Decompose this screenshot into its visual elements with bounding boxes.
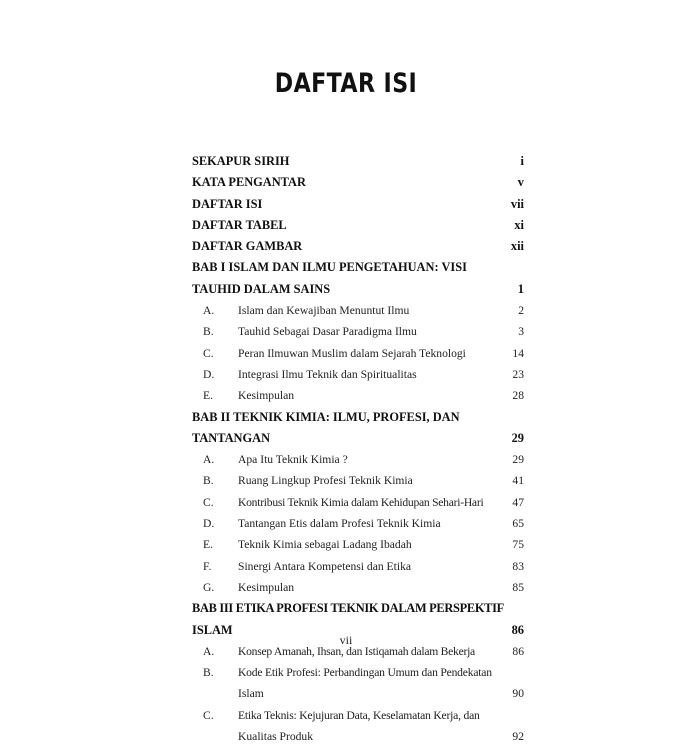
toc-section-entry[interactable] (192, 513, 524, 534)
toc-section-entry[interactable] (192, 470, 524, 491)
toc-entry-page: 1 (517, 281, 524, 296)
toc-entry-kata-pengantar[interactable] (192, 172, 524, 193)
toc-entry-label: Peran Ilmuwan Muslim dalam Sejarah Teknologi (238, 346, 466, 360)
toc-entry-page: xii (510, 239, 524, 254)
toc-entry-label: DAFTAR GAMBAR (192, 239, 303, 254)
toc-entry-daftar-gambar[interactable] (192, 236, 524, 257)
chapter-heading[interactable]: BAB III ETIKA PROFESI TEKNIK DALAM PERSPEKTIF (192, 601, 504, 616)
toc-entry-page: 28 (512, 389, 524, 403)
toc-entry-page: 83 (512, 559, 524, 573)
toc-entry-page: i (520, 154, 524, 168)
toc-entry-page: 14 (512, 346, 524, 360)
toc-entry-label: Konsep Amanah, Ihsan, dan Istiqamah dalam Bekerja (238, 644, 475, 658)
page-title: DAFTAR ISI (274, 68, 418, 99)
toc-section-entry[interactable] (192, 300, 524, 321)
toc-entry-page: 47 (512, 495, 524, 509)
section-letter: A. (203, 304, 215, 318)
toc-entry-label: Kualitas Produk (238, 730, 314, 744)
toc-entry-label: Integrasi Ilmu Teknik dan Spiritualitas (238, 367, 417, 381)
toc-entry-page: 86 (512, 644, 524, 658)
toc-entry-label: DAFTAR ISI (192, 196, 263, 211)
toc-entry-label: Teknik Kimia sebagai Ladang Ibadah (238, 538, 412, 552)
section-letter: D. (203, 367, 215, 381)
toc-entry-page: 23 (512, 367, 524, 381)
toc-entry-label: Apa Itu Teknik Kimia ? (238, 453, 348, 467)
toc-entry-label: Tauhid Sebagai Dasar Paradigma Ilmu (238, 325, 417, 339)
toc-entry-page: 92 (512, 730, 524, 744)
toc-entry-page: 2 (518, 304, 524, 318)
toc-entry-label: Kode Etik Profesi: Perbandingan Umum dan Pendekatan (238, 666, 492, 680)
toc-section-entry[interactable] (192, 492, 524, 513)
toc-entry-page: 65 (512, 517, 524, 531)
chapter-heading-continued[interactable] (192, 279, 524, 300)
section-letter: F. (203, 559, 212, 573)
toc-section-entry[interactable] (192, 577, 524, 598)
toc-section-entry[interactable] (192, 705, 524, 726)
section-letter: A. (203, 453, 215, 467)
section-letter: D. (203, 517, 215, 531)
toc-section-entry[interactable] (192, 385, 524, 406)
toc-section-entry[interactable] (192, 343, 524, 364)
section-letter: B. (203, 474, 214, 488)
toc-entry-page: 86 (511, 622, 524, 637)
toc-entry-label: Ruang Lingkup Profesi Teknik Kimia (238, 474, 413, 488)
section-letter: C. (203, 346, 214, 360)
toc-entry-sekapur-sirih[interactable] (192, 151, 524, 172)
toc-entry-label: Kesimpulan (238, 389, 295, 403)
section-letter: G. (203, 580, 215, 594)
chapter-heading-continued[interactable] (192, 428, 524, 449)
toc-entry-label: Kesimpulan (238, 580, 295, 594)
toc-entry-page: 75 (512, 538, 524, 552)
toc-entry-page: 85 (512, 580, 524, 594)
chapter-heading[interactable]: BAB I ISLAM DAN ILMU PENGETAHUAN: VISI (192, 260, 467, 275)
toc-section-entry[interactable] (192, 534, 524, 555)
toc-section-entry-continued[interactable] (192, 683, 524, 704)
toc-entry-page: 29 (511, 430, 524, 445)
section-letter: B. (203, 325, 214, 339)
section-letter: C. (203, 495, 214, 509)
section-letter: A. (203, 644, 215, 658)
toc-entry-page: vii (510, 196, 524, 211)
toc-entry-label: KATA PENGANTAR (192, 175, 306, 190)
toc-section-entry-continued[interactable] (192, 726, 524, 747)
toc-entry-label: Islam (238, 687, 264, 701)
toc-entry-page: 41 (512, 474, 524, 488)
toc-entry-daftar-tabel[interactable] (192, 215, 524, 236)
section-letter: C. (203, 708, 214, 722)
toc-entry-label: Tantangan Etis dalam Profesi Teknik Kimia (238, 517, 441, 531)
toc-section-entry[interactable] (192, 556, 524, 577)
toc-entry-daftar-isi[interactable] (192, 194, 524, 215)
toc-entry-label: Etika Teknis: Kejujuran Data, Keselamatan Kerja, dan (238, 708, 480, 722)
toc-entry-page: xi (514, 217, 524, 232)
toc-entry-label: DAFTAR TABEL (192, 217, 287, 232)
toc-entry-label: Kontribusi Teknik Kimia dalam Kehidupan Sehari-Hari (238, 495, 484, 509)
toc-entry-label: ISLAM (192, 622, 233, 637)
toc-section-entry[interactable] (192, 449, 524, 470)
toc-section-entry[interactable] (192, 662, 524, 683)
toc-entry-page: v (517, 175, 524, 190)
toc-entry-label: Sinergi Antara Kompetensi dan Etika (238, 559, 412, 573)
section-letter: B. (203, 666, 214, 680)
page-number: vii (339, 633, 353, 647)
toc-section-entry[interactable] (192, 321, 524, 342)
toc-entry-label: Islam dan Kewajiban Menuntut Ilmu (238, 304, 410, 318)
toc-entry-label: SEKAPUR SIRIH (192, 154, 290, 168)
table-of-contents (192, 151, 524, 747)
section-letter: E. (203, 389, 213, 403)
toc-entry-page: 29 (512, 453, 524, 467)
toc-entry-label: TAUHID DALAM SAINS (192, 281, 331, 296)
section-letter: E. (203, 538, 213, 552)
toc-section-entry[interactable] (192, 364, 524, 385)
toc-entry-label: TANTANGAN (192, 430, 271, 445)
toc-entry-page: 90 (512, 687, 524, 701)
toc-entry-page: 3 (518, 325, 524, 339)
chapter-heading[interactable]: BAB II TEKNIK KIMIA: ILMU, PROFESI, DAN (192, 409, 460, 424)
